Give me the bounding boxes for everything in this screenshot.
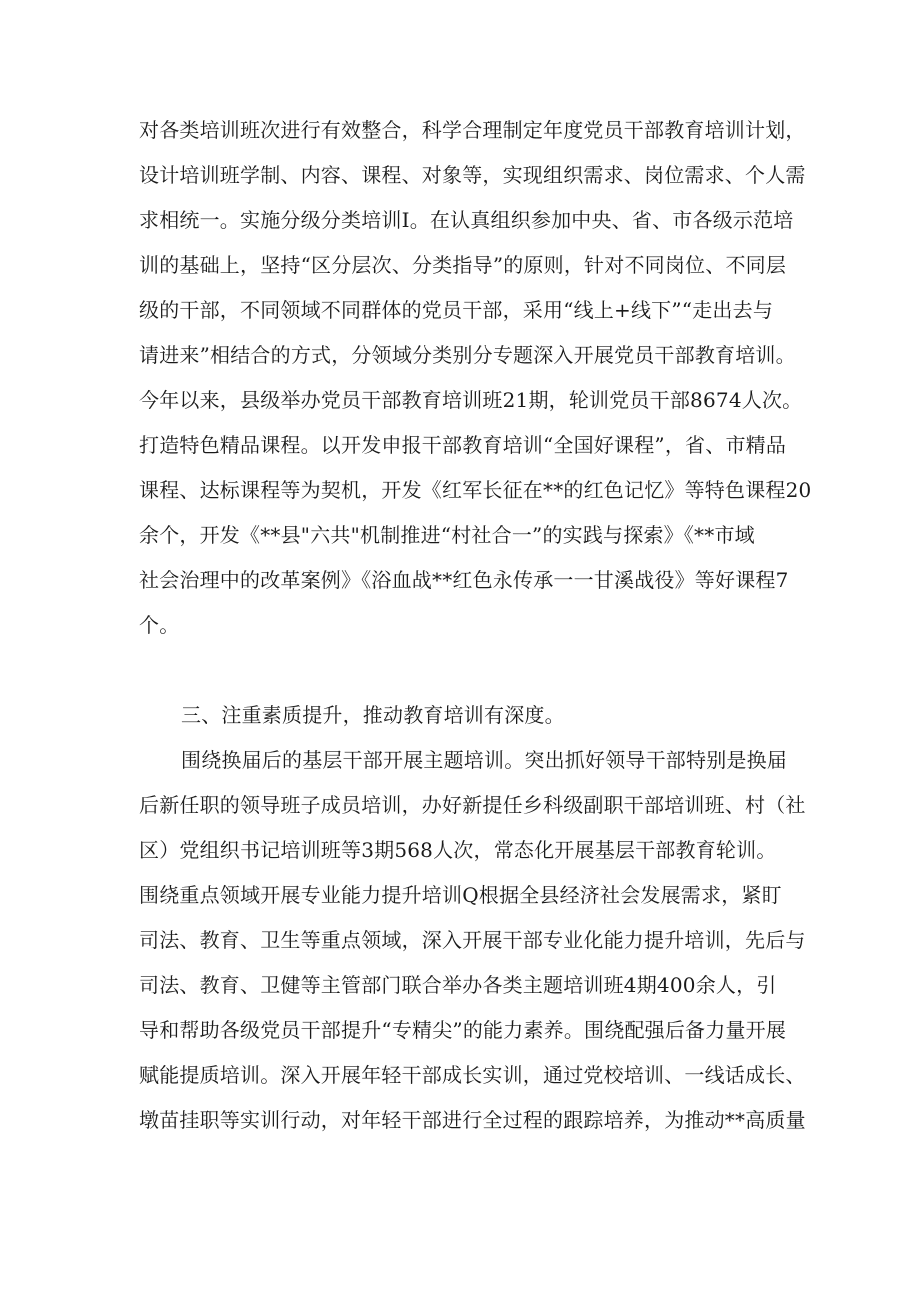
paragraph-line: 级的干部，不同领域不同群体的党员干部，采用“线上+线下”“走出去与 [139,298,774,322]
paragraph-line: 训的基础上，坚持“区分层次、分类指导”的原则，针对不同岗位、不同层 [139,253,787,277]
paragraph-line: 请进来”相结合的方式，分领域分类别分专题深入开展党员干部教育培训。 [139,343,796,367]
section-heading-text: 三、注重素质提升，推动教育培训有深度。 [181,703,565,727]
paragraph-line: 社会治理中的改革案例》《浴血战**红色永传承一一甘溪战役》等好课程7 [139,568,789,592]
paragraph-line: 墩苗挂职等实训行动，对年轻干部进行全过程的跟踪培养，为推动**高质量 [139,1108,806,1132]
paragraph-line: 司法、教育、卫健等主管部门联合举办各类主题培训班4期400余人，引 [139,973,777,997]
paragraph-line: 区）党组织书记培训班等3期568人次，常态化开展基层干部教育轮训。 [139,838,777,862]
paragraph-line: 课程、达标课程等为契机，开发《红军长征在**的红色记忆》等特色课程20 [139,478,812,502]
paragraph-line: 今年以来，县级举办党员干部教育培训班21期，轮训党员干部8674人次。 [139,388,803,412]
paragraph-line: 后新任职的领导班子成员培训，办好新提任乡科级副职干部培训班、村（社 [139,793,806,817]
paragraph-line: 司法、教育、卫生等重点领域，深入开展干部专业化能力提升培训，先后与 [139,928,806,952]
paragraph-line: 对各类培训班次进行有效整合，科学合理制定年度党员干部教育培训计划， [139,118,806,142]
paragraph-line: 围绕换届后的基层干部开展主题培训。突出抓好领导干部特别是换届 [181,748,787,772]
paragraph-line: 赋能提质培训。深入开展年轻干部成长实训，通过党校培训、一线话成长、 [139,1063,806,1087]
paragraph-line: 围绕重点领域开展专业能力提升培训Q根据全县经济社会发展需求，紧盯 [139,883,782,907]
paragraph-line: 设计培训班学制、内容、课程、对象等，实现组织需求、岗位需求、个人需 [139,163,806,187]
paragraph-line: 个。 [139,613,180,637]
paragraph-line: 求相统一。实施分级分类培训I。在认真组织参加中央、省、市各级示范培 [139,208,794,232]
paragraph-line: 导和帮助各级党员干部提升“专精尖”的能力素养。围绕配强后备力量开展 [139,1018,787,1042]
paragraph-line: 余个，开发《**县"六共"机制推进“村社合一”的实践与探索》《**市域 [139,523,755,547]
paragraph-line: 打造特色精品课程。以开发申报干部教育培训“全国好课程”，省、市精品 [139,433,787,457]
